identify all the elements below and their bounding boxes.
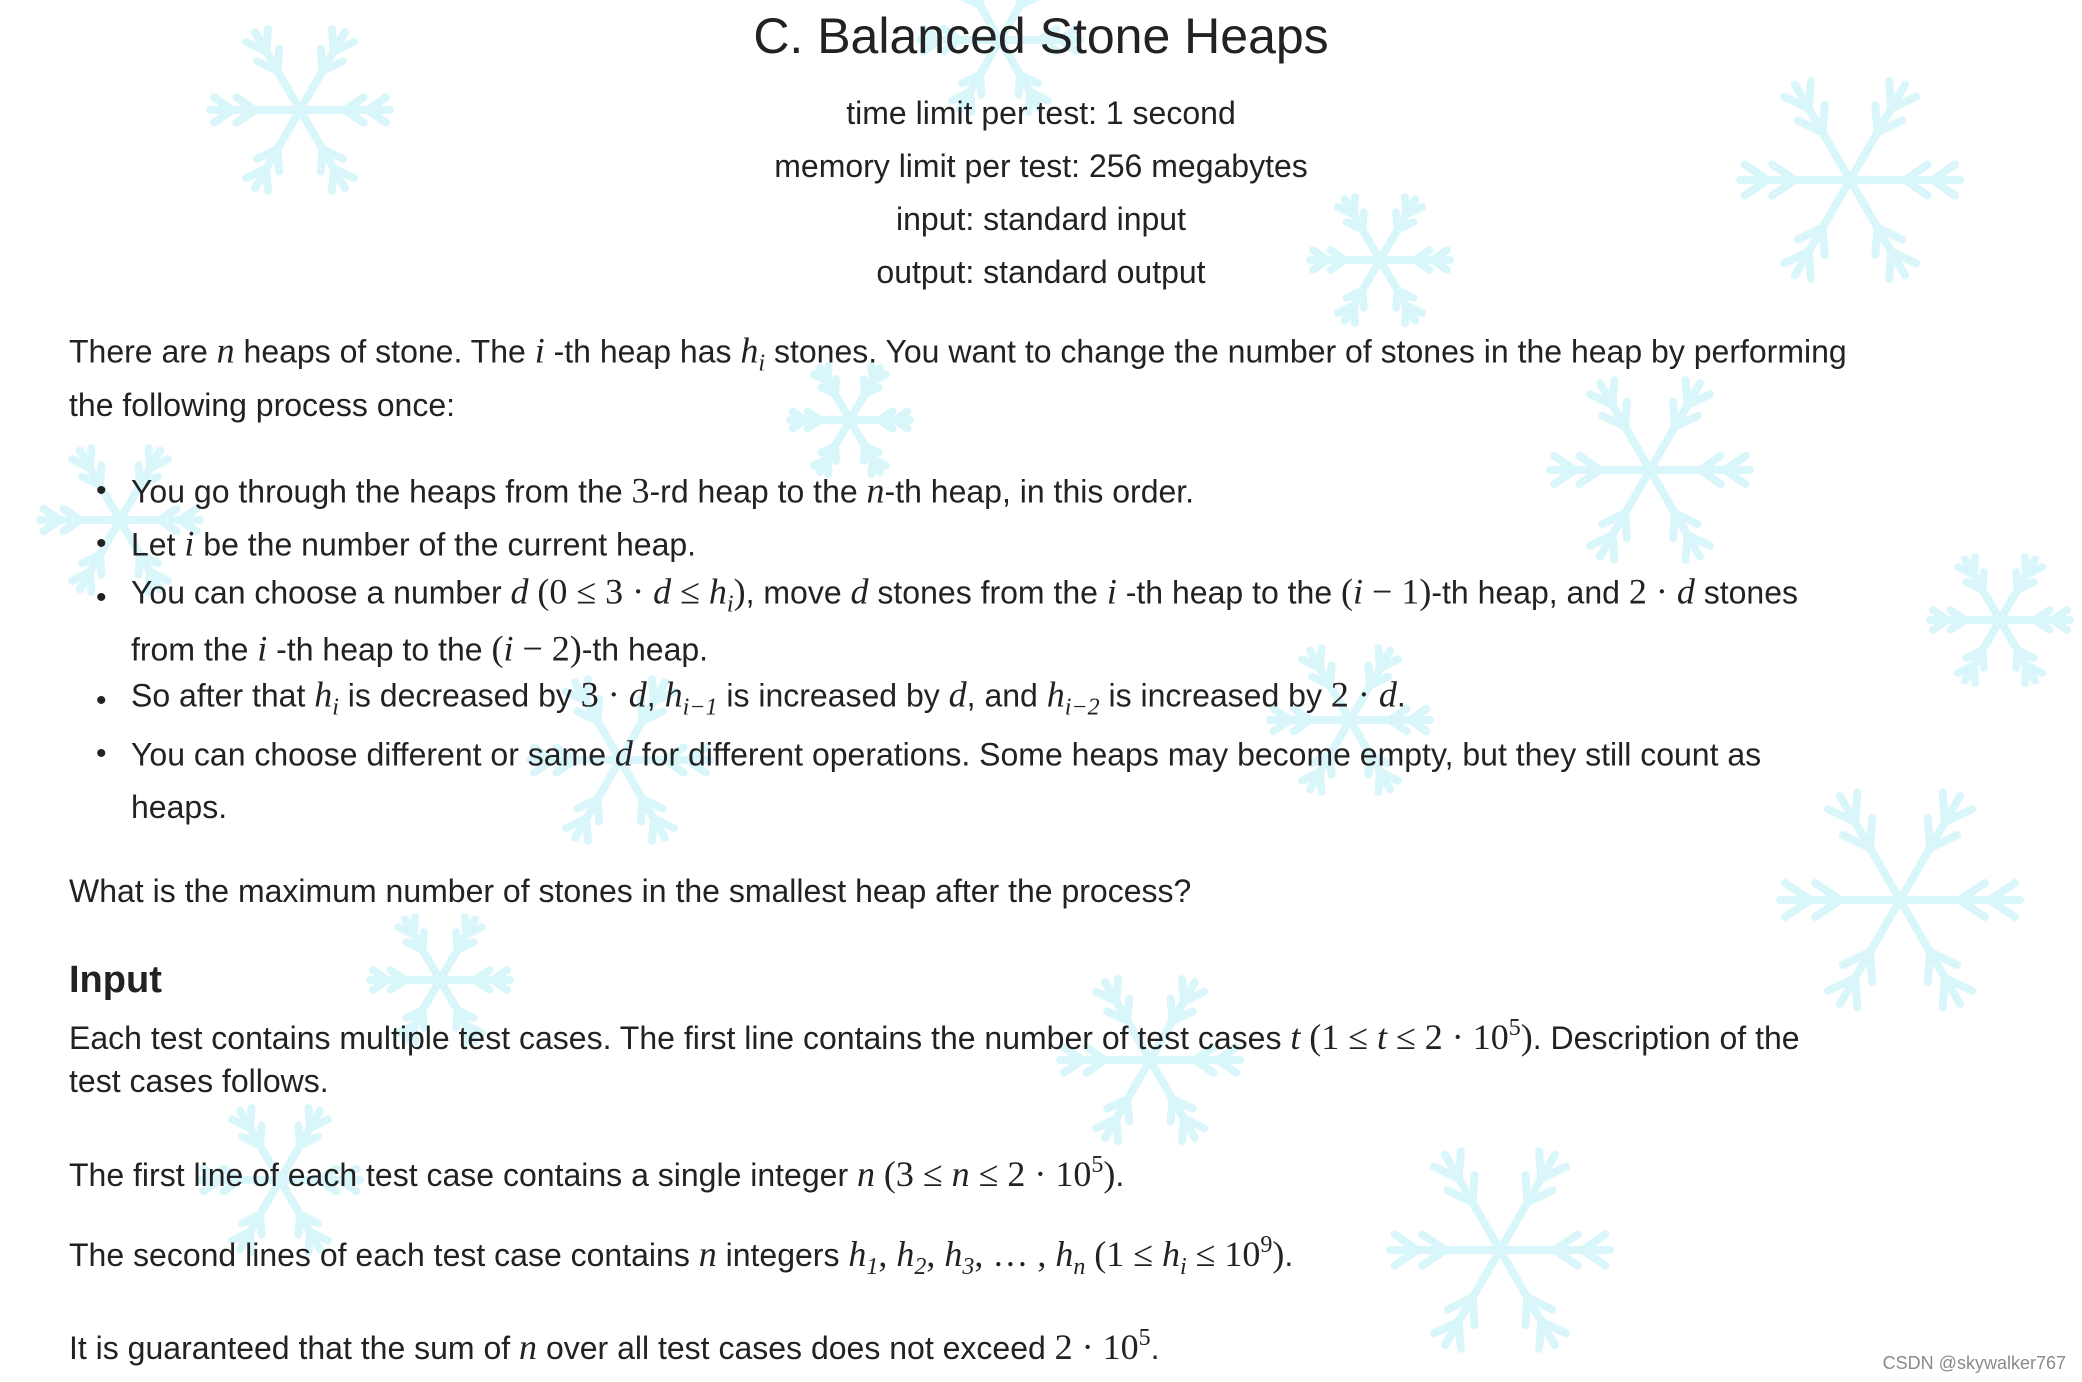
text-run: The first line of each test case contains a single integer — [69, 1157, 857, 1193]
math-m: d — [1676, 571, 1695, 612]
text-run: You can choose different or same — [131, 736, 615, 773]
math-r: ( — [1341, 571, 1354, 612]
text-run: , and — [966, 677, 1047, 714]
math-r: ≤ — [671, 571, 709, 612]
text-run: be the number of the current heap. — [194, 526, 697, 563]
math-r: ) — [1103, 1154, 1116, 1194]
math-r: ( — [491, 628, 504, 669]
math-r: , — [926, 1234, 945, 1274]
list-item-text — [131, 572, 1798, 625]
text-run: , move — [745, 574, 851, 611]
text-run: is decreased by — [338, 677, 581, 714]
text-run: -th heap, in this order. — [884, 473, 1195, 510]
paragraph-line — [69, 331, 1847, 384]
text-run: -th heap to the — [1116, 574, 1342, 611]
math-m: t — [1290, 1017, 1301, 1057]
math-r: ) — [733, 571, 746, 612]
math-sub: 3 — [962, 1254, 975, 1280]
text-run: stones from the — [868, 574, 1107, 611]
text-run: for different operations. Some heaps may become empty, but they still count as — [632, 736, 1762, 773]
text-run: . — [1115, 1157, 1125, 1193]
math-sup: 5 — [1508, 1015, 1521, 1041]
input-spec: input: standard input — [896, 201, 1186, 237]
math-m: i — [534, 330, 545, 371]
text-run: Each test contains multiple test cases. The first line contains the number of test cases — [69, 1020, 1291, 1056]
math-r: ≤ 2 · 10 — [1387, 1017, 1509, 1057]
text-run: Let — [131, 526, 185, 563]
text-run: from the — [131, 631, 258, 668]
list-item-text — [131, 524, 696, 565]
math-m: h — [1055, 1234, 1074, 1274]
math-m: i — [257, 628, 268, 669]
time-limit: time limit per test: 1 second — [846, 95, 1236, 131]
math-r: ) — [1272, 1234, 1285, 1274]
text-run: You can choose a number — [131, 574, 511, 611]
math-r: , … , — [974, 1234, 1056, 1274]
math-r: (1 ≤ — [1309, 1017, 1377, 1057]
math-m: n — [866, 470, 885, 511]
math-sub: n — [1073, 1254, 1086, 1280]
math-r: ≤ 10 — [1186, 1234, 1261, 1274]
list-item-text — [131, 787, 227, 827]
text-run — [875, 1157, 884, 1193]
problem-title: C. Balanced Stone Heaps — [753, 8, 1329, 64]
text-run: integers — [716, 1237, 849, 1273]
text-run: . — [1150, 1330, 1160, 1366]
math-r: ≤ 2 · 10 — [969, 1154, 1092, 1194]
memory-limit: memory limit per test: 256 megabytes — [774, 148, 1308, 184]
text-run: test cases follows. — [69, 1063, 329, 1099]
math-m: h — [848, 1234, 867, 1274]
text-run: . — [1284, 1237, 1294, 1273]
bullet-icon: • — [96, 581, 107, 614]
snowflake-icon — [1780, 792, 2020, 1008]
bullet-icon: • — [96, 684, 107, 717]
math-m: h — [314, 674, 333, 715]
paragraph-line — [69, 1008, 1800, 1058]
math-m: i — [1106, 571, 1117, 612]
math-sub: i — [332, 694, 339, 721]
math-r: 3 · — [580, 674, 629, 715]
math-r: (1 ≤ — [1094, 1234, 1162, 1274]
snowflake-icon — [1390, 1151, 1610, 1349]
text-run: There are — [69, 333, 217, 370]
snowflake-icon — [1550, 380, 1750, 560]
paragraph-line — [69, 385, 455, 425]
math-m: h — [1161, 1234, 1180, 1274]
text-run: is increased by — [1099, 677, 1331, 714]
math-sub: i — [726, 591, 734, 618]
list-item-text — [131, 675, 1406, 728]
math-sup: 5 — [1138, 1325, 1151, 1351]
bullet-icon: • — [96, 527, 107, 560]
text-run — [1085, 1237, 1094, 1273]
paragraph-line — [69, 1225, 1293, 1287]
paragraph-line — [69, 871, 1191, 911]
list-item-text — [131, 471, 1194, 512]
math-m: t — [1377, 1017, 1388, 1057]
paragraph-line — [69, 1061, 329, 1101]
paragraph-line — [69, 1145, 1124, 1195]
math-m: i — [1353, 571, 1364, 612]
math-r: 2 · — [1628, 571, 1677, 612]
text-run: Input — [69, 959, 162, 1001]
text-run: is increased by — [717, 677, 949, 714]
math-m: h — [896, 1234, 915, 1274]
math-m: i — [503, 628, 514, 669]
text-run: The second lines of each test case contains — [69, 1237, 699, 1273]
math-r: , — [878, 1234, 897, 1274]
bullet-icon: • — [96, 737, 107, 770]
text-run: -rd heap to the — [649, 473, 867, 510]
text-run: -th heap, and — [1431, 574, 1629, 611]
text-run: -th heap. — [581, 631, 709, 668]
math-m: h — [944, 1234, 963, 1274]
watermark: CSDN @skywalker767 — [1882, 1353, 2066, 1373]
section-heading — [69, 960, 162, 1000]
math-sup: 9 — [1260, 1232, 1273, 1258]
text-run: , — [646, 677, 665, 714]
text-run: heaps. — [131, 789, 228, 825]
math-m: h — [664, 674, 683, 715]
math-r: (3 ≤ — [883, 1154, 952, 1194]
math-r: 2 · 10 — [1054, 1327, 1139, 1367]
math-r: 3 — [631, 470, 650, 511]
math-m: n — [951, 1154, 970, 1194]
text-run: It is guaranteed that the sum of — [69, 1330, 520, 1366]
text-run: So after that — [131, 677, 315, 714]
text-run: stones — [1694, 574, 1798, 611]
math-sub: i — [1179, 1254, 1187, 1280]
list-item-text — [131, 629, 708, 670]
list-item-text — [131, 734, 1761, 775]
math-m: d — [614, 733, 633, 774]
math-sub: i−1 — [682, 694, 718, 721]
math-r: − 1) — [1363, 571, 1432, 612]
math-sub: i — [758, 350, 766, 377]
math-r: ) — [1520, 1017, 1533, 1057]
math-sub: 1 — [866, 1254, 879, 1280]
text-run: stones. You want to change the number of stones in the heap by performing — [765, 333, 1847, 370]
math-m: h — [1046, 674, 1065, 715]
math-sub: i−2 — [1064, 694, 1100, 721]
math-m: d — [948, 674, 967, 715]
text-run: -th heap has — [544, 333, 741, 370]
text-run: What is the maximum number of stones in the smallest heap after the process? — [69, 873, 1192, 909]
text-run — [1300, 1020, 1309, 1056]
math-m: n — [856, 1154, 875, 1194]
math-r: 2 · — [1330, 674, 1379, 715]
text-run: -th heap to the — [267, 631, 492, 668]
output-spec: output: standard output — [876, 254, 1206, 290]
text-run: heaps of stone. The — [234, 333, 535, 370]
math-m: n — [519, 1327, 538, 1367]
math-m: d — [1378, 674, 1397, 715]
text-run: . Description of the — [1532, 1020, 1800, 1056]
paragraph-line — [69, 1318, 1160, 1368]
math-m: n — [216, 330, 235, 371]
math-m: i — [184, 523, 195, 564]
text-run: You go through the heaps from the — [131, 473, 632, 510]
text-run: over all test cases does not exceed — [537, 1330, 1055, 1366]
text-run: the following process once: — [69, 387, 455, 423]
snowflake-icon — [1930, 557, 2070, 683]
math-m: h — [708, 571, 727, 612]
math-m: d — [510, 571, 529, 612]
snowflake-icon — [1060, 979, 1240, 1141]
math-sup: 5 — [1091, 1152, 1104, 1178]
math-r: (0 ≤ 3 · — [537, 571, 654, 612]
math-m: n — [698, 1234, 717, 1274]
math-r: − 2) — [513, 628, 582, 669]
text-run: . — [1396, 677, 1406, 714]
bullet-icon: • — [96, 474, 107, 507]
math-sub: 2 — [914, 1254, 927, 1280]
math-m: d — [653, 571, 672, 612]
math-m: d — [628, 674, 647, 715]
math-m: d — [850, 571, 869, 612]
math-m: h — [740, 330, 759, 371]
